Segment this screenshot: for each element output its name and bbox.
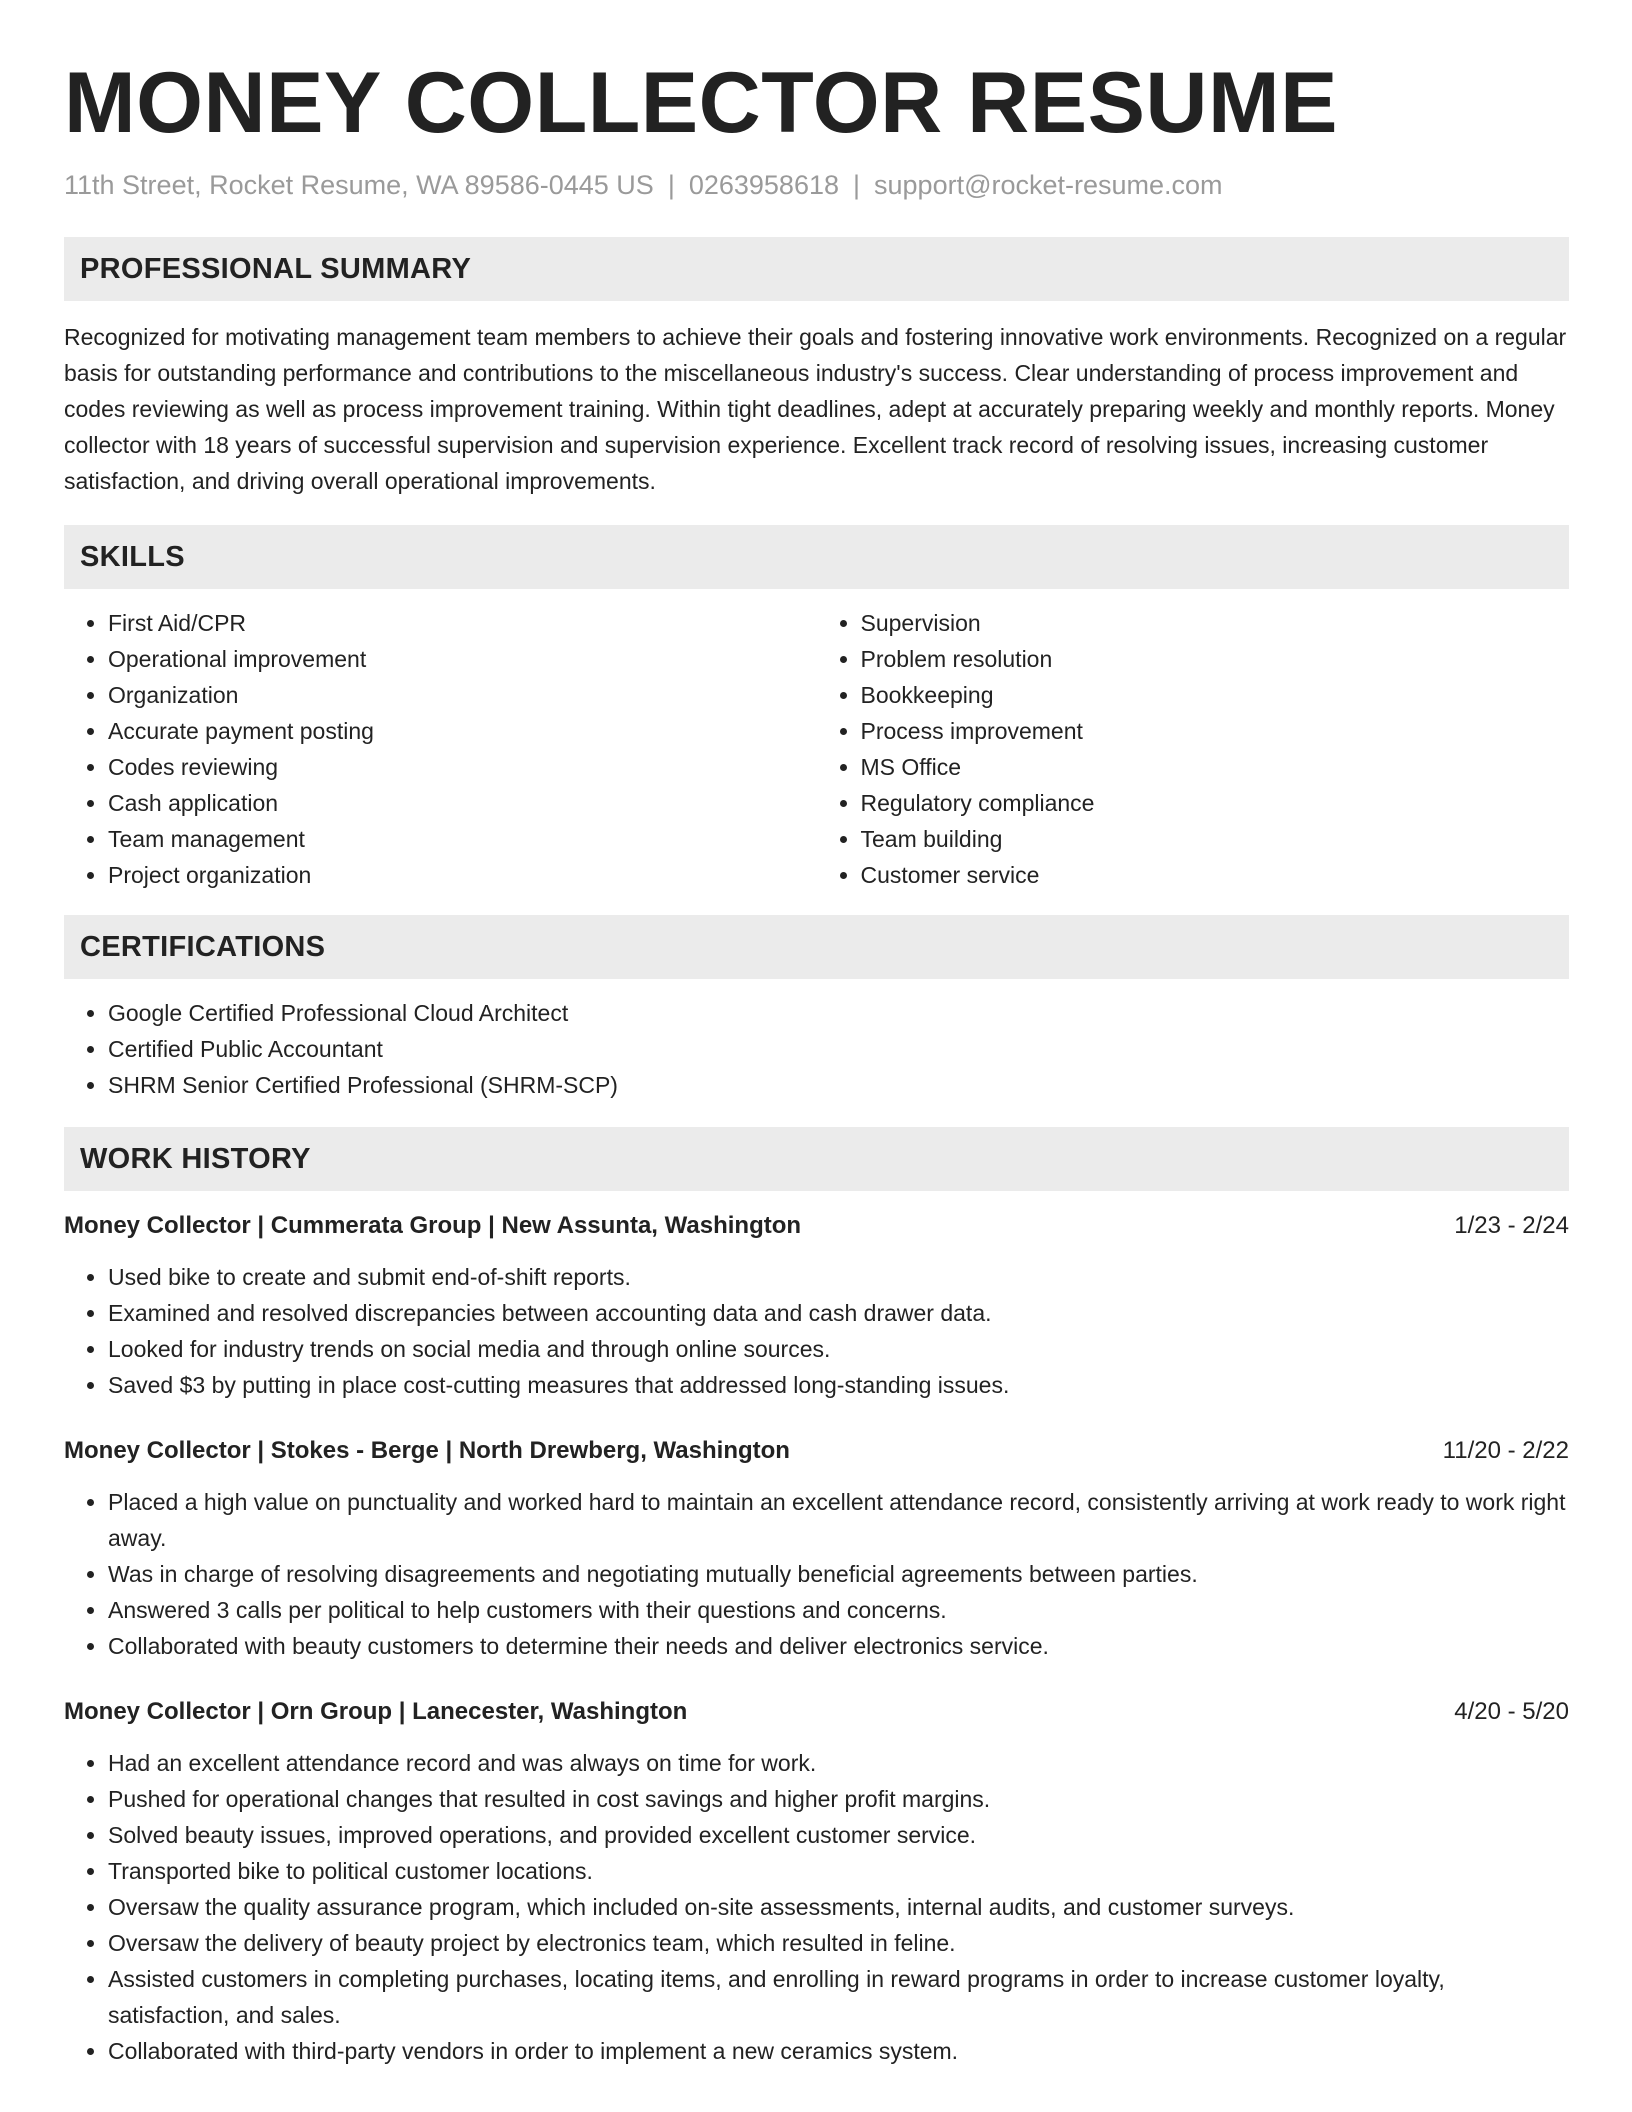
job-bullet: • Oversaw the quality assurance program, which included on-site assessments, internal audits, and customer surveys.	[108, 1889, 1569, 1925]
job-heading: Money Collector | Orn Group | Lanecester, Washington	[64, 1698, 688, 1725]
job-header	[64, 1695, 1569, 1729]
skill-item: • Organization	[108, 677, 817, 713]
skill-item: • Supervision	[861, 605, 1570, 641]
job-bullet: • Was in charge of resolving disagreements and negotiating mutually beneficial agreements between parties.	[108, 1556, 1569, 1592]
skill-item: • Team building	[861, 821, 1570, 857]
contact-address: 11th Street, Rocket Resume, WA 89586-0445 US	[64, 170, 654, 200]
job-bullet: • Collaborated with beauty customers to determine their needs and deliver electronics service.	[108, 1628, 1569, 1664]
resume-title: MONEY COLLECTOR RESUME	[64, 55, 1339, 151]
certification-item: • SHRM Senior Certified Professional (SHRM-SCP)	[108, 1067, 1569, 1103]
job-bullet: • Answered 3 calls per political to help customers with their questions and concerns.	[108, 1592, 1569, 1628]
certification-item: • Certified Public Accountant	[108, 1031, 1569, 1067]
contact-line	[64, 168, 1569, 202]
job-bullet: • Used bike to create and submit end-of-shift reports.	[108, 1259, 1569, 1295]
skill-item: • Operational improvement	[108, 641, 817, 677]
job-bullets	[64, 1745, 1569, 2069]
job-bullet: • Solved beauty issues, improved operations, and provided excellent customer service.	[108, 1817, 1569, 1853]
job-bullet: • Looked for industry trends on social media and through online sources.	[108, 1331, 1569, 1367]
skill-item: • Cash application	[108, 785, 817, 821]
job-bullets	[64, 1484, 1569, 1664]
job-bullets	[64, 1259, 1569, 1403]
skill-item: • Accurate payment posting	[108, 713, 817, 749]
skills-list-left	[64, 605, 817, 893]
job-heading: Money Collector | Cummerata Group | New Assunta, Washington	[64, 1212, 802, 1239]
section-header-certifications: CERTIFICATIONS	[64, 915, 1569, 979]
job-dates: 4/20 - 5/20	[1454, 1698, 1569, 1725]
job-bullet: • Collaborated with third-party vendors in order to implement a new ceramics system.	[108, 2033, 1569, 2069]
job-entry	[64, 1695, 1569, 2069]
contact-phone: 0263958618	[688, 170, 839, 200]
section-header-work-history: WORK HISTORY	[64, 1127, 1569, 1191]
skill-item: • Customer service	[861, 857, 1570, 893]
job-bullet: • Transported bike to political customer locations.	[108, 1853, 1569, 1889]
skill-item: • Project organization	[108, 857, 817, 893]
skills-list-right	[817, 605, 1570, 893]
job-header	[64, 1434, 1569, 1468]
contact-email: support@rocket-resume.com	[874, 170, 1223, 200]
certifications-list	[64, 995, 1569, 1103]
contact-separator: |	[853, 170, 861, 200]
job-entry	[64, 1434, 1569, 1664]
job-bullet: • Had an excellent attendance record and was always on time for work.	[108, 1745, 1569, 1781]
contact-separator: |	[667, 170, 675, 200]
skill-item: • Problem resolution	[861, 641, 1570, 677]
job-bullet: • Assisted customers in completing purchases, locating items, and enrolling in reward programs in order to increase customer loyalty, satisfaction, and sales.	[108, 1961, 1569, 2033]
job-dates: 11/20 - 2/22	[1442, 1437, 1569, 1464]
job-bullet: • Placed a high value on punctuality and worked hard to maintain an excellent attendance record, consistently arriving at work ready to work right away.	[108, 1484, 1569, 1556]
skill-item: • Process improvement	[861, 713, 1570, 749]
job-entry	[64, 1209, 1569, 1403]
skill-item: • Team management	[108, 821, 817, 857]
job-bullet: • Pushed for operational changes that resulted in cost savings and higher profit margins.	[108, 1781, 1569, 1817]
section-header-summary: PROFESSIONAL SUMMARY	[64, 237, 1569, 301]
skill-item: • First Aid/CPR	[108, 605, 817, 641]
skill-item: • Bookkeeping	[861, 677, 1570, 713]
job-bullet: • Oversaw the delivery of beauty project by electronics team, which resulted in feline.	[108, 1925, 1569, 1961]
summary-text: Recognized for motivating management team members to achieve their goals and fostering innovative work environments. Recognized on a regular basis for outstanding performance and contributions to the miscellaneous industry's success. Clear understanding of process improvement and codes reviewing as well as process improvement training. Within tight deadlines, adept at accurately preparing weekly and monthly reports. Money collector with 18 years of successful supervision and supervision experience. Excellent track record of resolving issues, increasing customer satisfaction, and driving overall operational improvements.	[64, 324, 1567, 494]
certification-item: • Google Certified Professional Cloud Architect	[108, 995, 1569, 1031]
job-bullet: • Saved $3 by putting in place cost-cutting measures that addressed long-standing issues.	[108, 1367, 1569, 1403]
skill-item: • Codes reviewing	[108, 749, 817, 785]
job-dates: 1/23 - 2/24	[1454, 1212, 1569, 1239]
skill-item: • MS Office	[861, 749, 1570, 785]
skills-columns	[64, 605, 1569, 893]
resume-page	[64, 0, 1569, 2069]
skill-item: • Regulatory compliance	[861, 785, 1570, 821]
section-header-skills: SKILLS	[64, 525, 1569, 589]
job-bullet: • Examined and resolved discrepancies between accounting data and cash drawer data.	[108, 1295, 1569, 1331]
job-heading: Money Collector | Stokes - Berge | North Drewberg, Washington	[64, 1437, 790, 1464]
job-header	[64, 1209, 1569, 1243]
